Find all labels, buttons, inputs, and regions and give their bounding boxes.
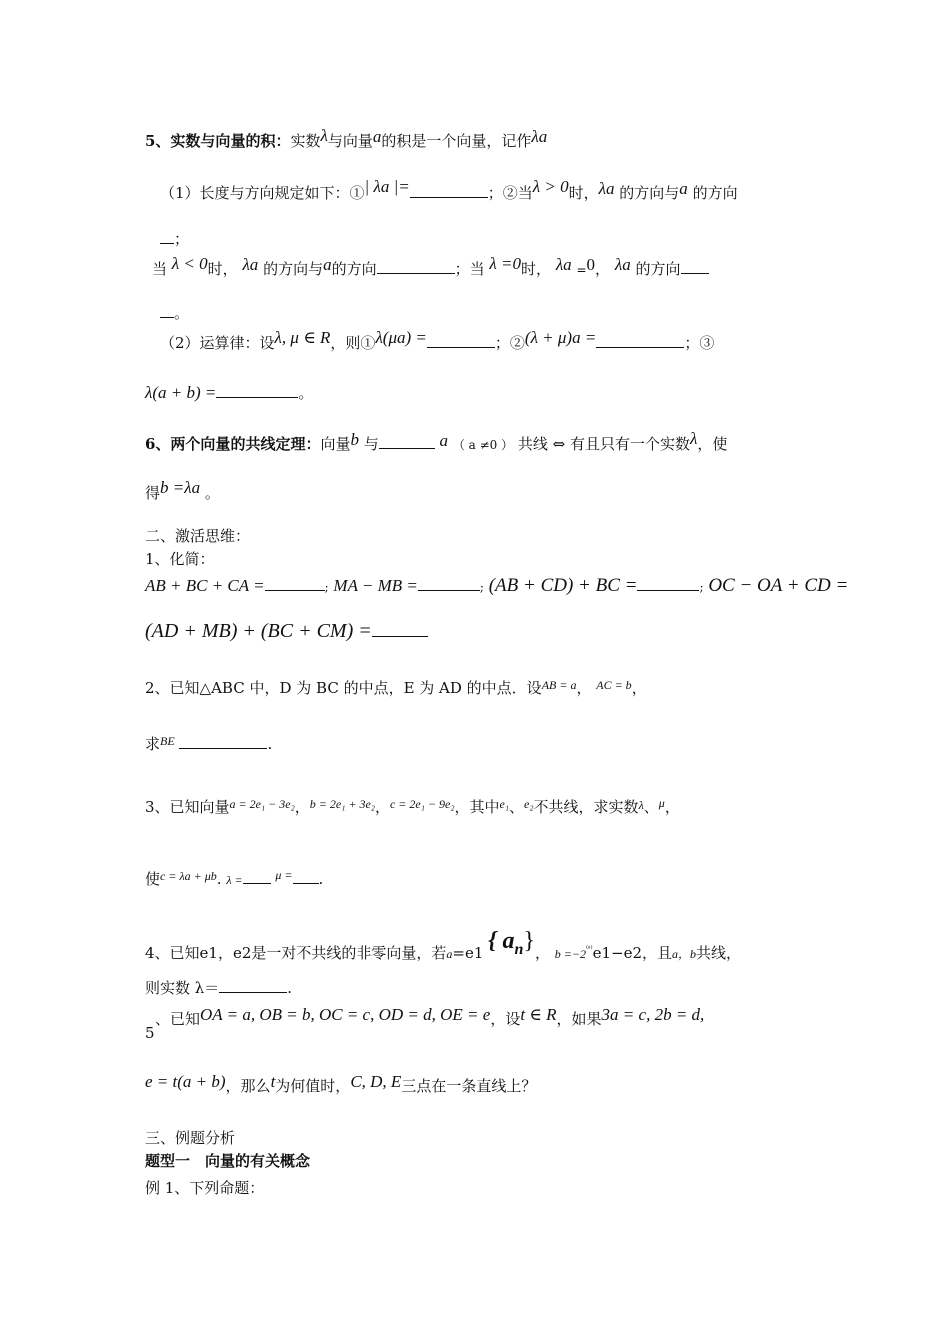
q1-expr3: (AB + CD) + BC = xyxy=(488,575,638,596)
section-5-rule2-cont: 。 xyxy=(160,302,189,324)
q1-expr1: AB + BC + CA = xyxy=(145,576,265,595)
blank xyxy=(410,183,488,198)
section-5-line1: 5、实数与向量的积：实数λ与向量a的积是一个向量，记作λa xyxy=(145,126,548,150)
activate-heading: 二、激活思维： xyxy=(145,527,251,545)
blank xyxy=(637,576,699,591)
section-5-laws: （2）运算律：设λ, μ ∈ R，则①λ(μa) = ；②(λ + μ)a = ；③ xyxy=(160,328,715,352)
example-type-title: 题型一 向量的有关概念 xyxy=(145,1152,311,1170)
section-6-line1: 6、两个向量的共线定理：向量b 与 a （ a ≠0 ） 共线 ⇔ 有且只有一个实数λ，使 xyxy=(145,429,728,453)
section-6-title: 6、两个向量的共线定理： xyxy=(145,435,321,453)
q1-expr4: OC − OA + CD = xyxy=(708,575,849,596)
examples-heading: 三、例题分析 xyxy=(145,1129,236,1147)
q1-expressions: AB + BC + CA = ; MA − MB = ; (AB + CD) + BC = ; OC − OA + CD = xyxy=(145,575,849,596)
q3-line2: 使$^{c = \lambda a + \mu b}$. λ = $^{\mu =}$ . xyxy=(145,868,324,888)
blank xyxy=(216,383,298,398)
q5-line1: 、已知OA = a, OB = b, OC = c, OD = d, OE = e，设t ∈ R，如果3a = c, 2b = d, xyxy=(155,1005,705,1028)
blank xyxy=(372,622,428,637)
blank xyxy=(427,333,495,348)
example-1: 例 1、下列命题： xyxy=(145,1179,265,1197)
blank xyxy=(179,734,267,749)
q2-line1: 2、已知△ABC 中，D 为 BC 的中点，E 为 AD 的中点．设$^{AB = a}$， $^{AC = b}$， xyxy=(145,678,647,697)
blank xyxy=(379,434,435,449)
blank xyxy=(219,978,287,993)
q3-line1: 3、已知向量$^{a = 2e_1 - 3e_2}$，$^{b = 2e_1 + 3e_2}$，$^{c = 2e_1 - 9e_2}$，其中$^{e_1}$、$^{e_2}$不共线，求实数$^\lambda$、$^\mu$， xyxy=(145,796,680,816)
q1-expr2: MA − MB = xyxy=(333,576,418,595)
section-5-rule1-cont: ； xyxy=(160,228,189,250)
q4-line2: 则实数 λ＝ . xyxy=(145,979,293,997)
section-5-title: 5、实数与向量的积： xyxy=(145,132,291,150)
blank xyxy=(265,576,325,591)
blank xyxy=(418,576,480,591)
section-5-rule2: 当 λ < 0时， λa 的方向与a的方向 ；当 λ =0时， λa =0， λa 的方向 xyxy=(152,258,709,281)
q1-expressions-2 xyxy=(145,620,428,643)
q5-line2: e = t(a + b)，那么t为何值时，C, D, E三点在一条直线上？ xyxy=(145,1072,537,1095)
blank xyxy=(243,869,271,884)
section-5-law3: λ(a + b) = 。 xyxy=(145,383,314,402)
sequence-symbol: { $a_n$} xyxy=(488,928,535,958)
blank xyxy=(681,259,709,274)
q1-expr5: (AD + MB) + (BC + CM) = xyxy=(145,620,372,642)
section-6-line2: 得b =λa 。 xyxy=(145,478,220,502)
blank xyxy=(160,229,174,244)
blank xyxy=(596,333,684,348)
missing-image-icon: ⁽ˢ⁾ xyxy=(585,944,593,953)
section-5-rule1: （1）长度与方向规定如下：①| λa |= ；②当λ > 0时，λa 的方向与a 的方向 xyxy=(160,177,738,202)
q1-title: 1、化简： xyxy=(145,550,215,568)
blank xyxy=(160,303,174,318)
blank xyxy=(377,259,455,274)
q2-line2: 求$^{BE}$ . xyxy=(145,734,273,753)
q4-line1: 4、已知e1，e2是一对不共线的非零向量，若a=e1 { $a_n$}， $b =-2^{^(ˢ^)}e1-e2$，且a，b共线， xyxy=(145,928,742,962)
blank xyxy=(293,869,319,884)
q5-number: 5 xyxy=(145,1024,155,1042)
